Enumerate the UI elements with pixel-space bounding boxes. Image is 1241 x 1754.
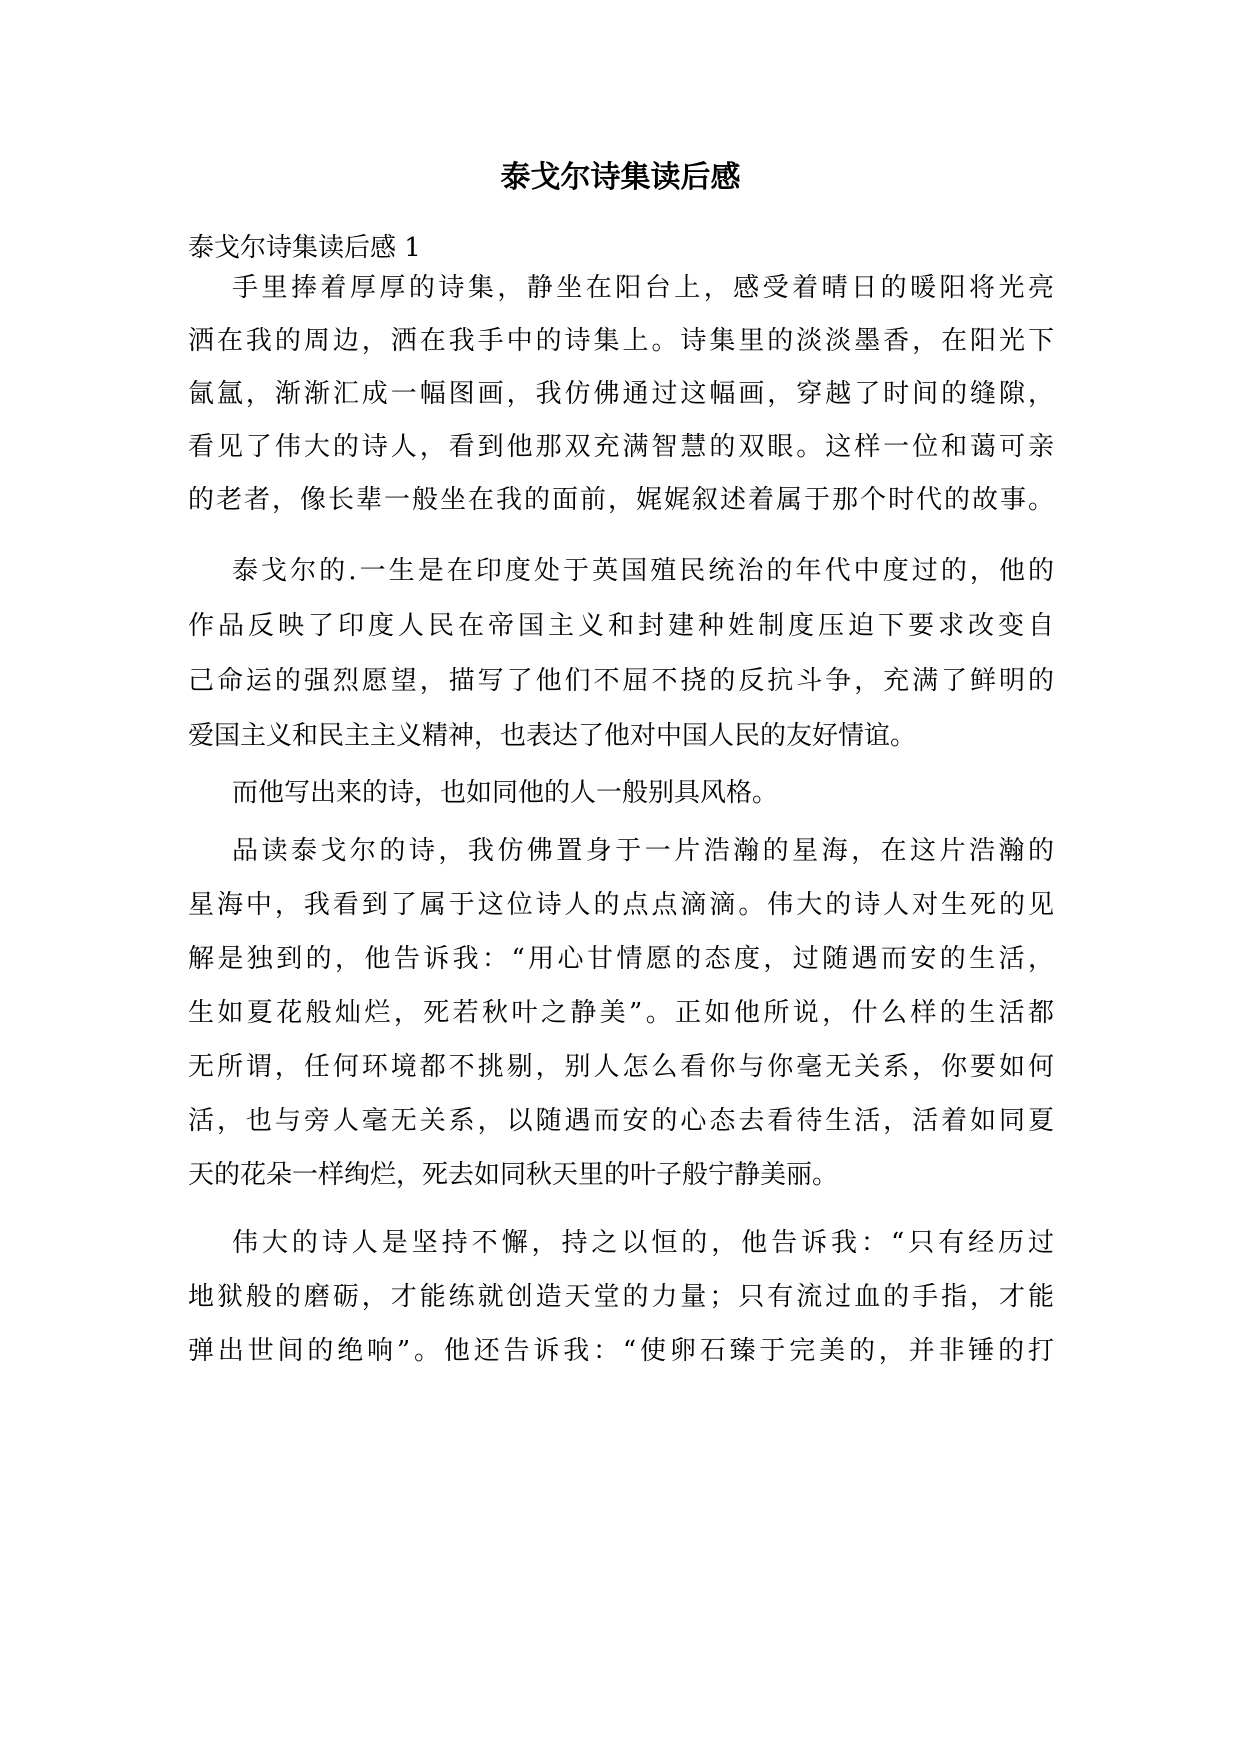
paragraph-line: 看见了伟大的诗人，看到他那双充满智慧的双眼。这样一位和蔼可亲 — [188, 432, 1054, 462]
paragraph-line: 地狱般的磨砺，才能练就创造天堂的力量；只有流过血的手指，才能 — [188, 1282, 1054, 1312]
paragraph-line: 氤氲，渐渐汇成一幅图画，我仿佛通过这幅画，穿越了时间的缝隙， — [188, 379, 1054, 409]
paragraph-line: 无所谓，任何环境都不挑剔，别人怎么看你与你毫无关系，你要如何 — [188, 1052, 1054, 1082]
paragraph-line: 爱国主义和民主主义精神，也表达了他对中国人民的友好情谊。 — [188, 721, 917, 751]
paragraph-line: 的老者，像长辈一般坐在我的面前，娓娓叙述着属于那个时代的故事。 — [188, 485, 1054, 515]
paragraph-line: 己命运的强烈愿望，描写了他们不屈不挠的反抗斗争，充满了鲜明的 — [188, 666, 1054, 696]
paragraph-line: 星海中，我看到了属于这位诗人的点点滴滴。伟大的诗人对生死的见 — [188, 890, 1054, 920]
paragraph-line: 生如夏花般灿烂，死若秋叶之静美”。正如他所说，什么样的生活都 — [188, 998, 1054, 1028]
paragraph-line: 品读泰戈尔的诗，我仿佛置身于一片浩瀚的星海，在这片浩瀚的 — [232, 836, 1054, 866]
paragraph-line: 弹出世间的绝响”。他还告诉我：“使卵石臻于完美的，并非锤的打 — [188, 1336, 1054, 1366]
paragraph-line: 伟大的诗人是坚持不懈，持之以恒的，他告诉我：“只有经历过 — [232, 1228, 1054, 1258]
document-title: 泰戈尔诗集读后感 — [500, 160, 741, 195]
paragraph-line: 而他写出来的诗，也如同他的人一般别具风格。 — [232, 778, 779, 808]
paragraph-line: 解是独到的，他告诉我：“用心甘情愿的态度，过随遇而安的生活， — [188, 944, 1054, 974]
paragraph-line: 手里捧着厚厚的诗集，静坐在阳台上，感受着晴日的暖阳将光亮 — [232, 273, 1054, 303]
paragraph-line: 活，也与旁人毫无关系，以随遇而安的心态去看待生活，活着如同夏 — [188, 1106, 1054, 1136]
paragraph-line: 作品反映了印度人民在帝国主义和封建种姓制度压迫下要求改变自 — [188, 611, 1054, 641]
paragraph-line: 泰戈尔的.一生是在印度处于英国殖民统治的年代中度过的，他的 — [232, 556, 1054, 586]
paragraph-line: 洒在我的周边，洒在我手中的诗集上。诗集里的淡淡墨香，在阳光下 — [188, 326, 1054, 356]
paragraph-line: 天的花朵一样绚烂，死去如同秋天里的叶子般宁静美丽。 — [188, 1160, 839, 1190]
section-heading: 泰戈尔诗集读后感 1 — [188, 233, 421, 263]
